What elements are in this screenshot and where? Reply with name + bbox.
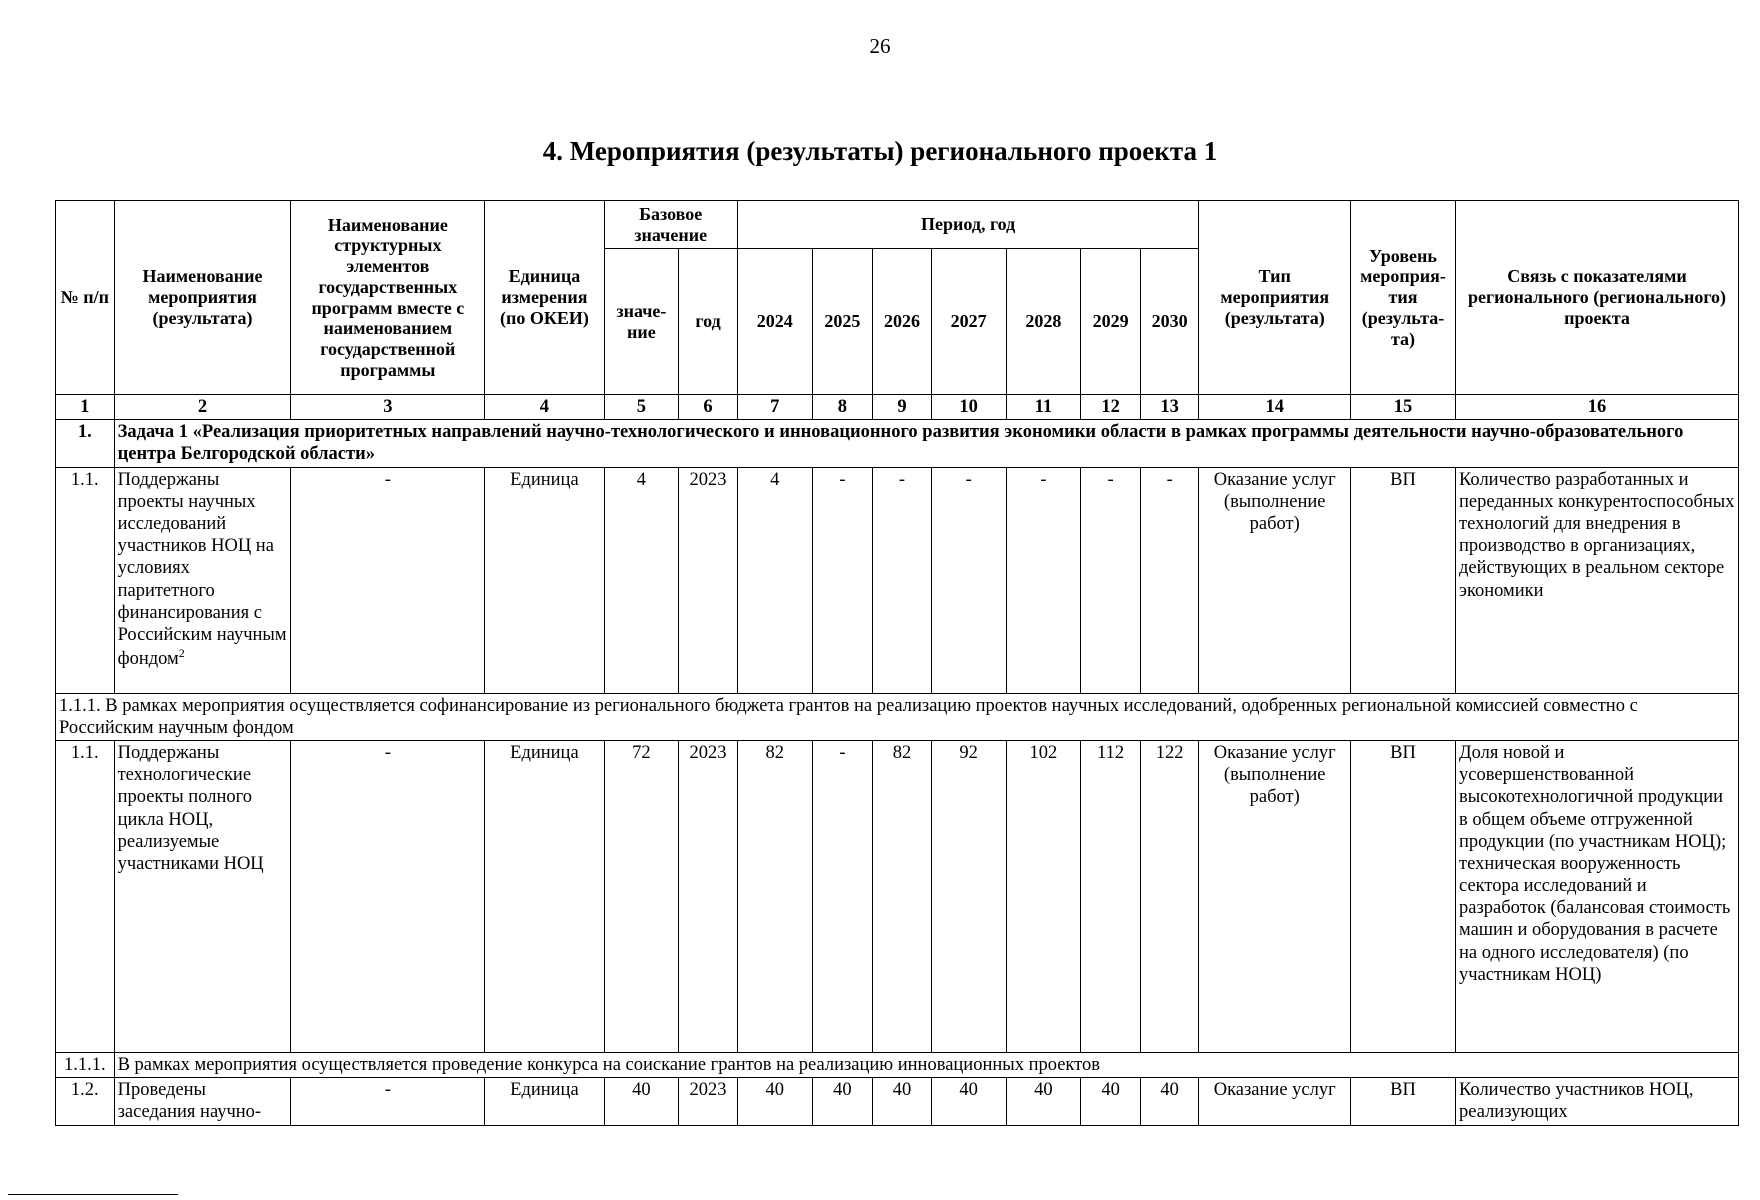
column-number: 6 — [679, 395, 738, 420]
row-year-value: - — [873, 467, 932, 693]
row-struct: - — [291, 1078, 485, 1125]
row-year-value: 92 — [931, 740, 1006, 1052]
row-unit: Единица — [485, 1078, 604, 1125]
column-number: 10 — [931, 395, 1006, 420]
header-type: Тип мероприятия (результата) — [1199, 201, 1351, 395]
header-name: Наименование мероприятия (результата) — [114, 201, 291, 395]
column-number: 14 — [1199, 395, 1351, 420]
task-text: Задача 1 «Реализация приоритетных направлений научно-технологического и инновационного развития экономики области в рамках программы деятельности научно-образовательного центра Белгородской области» — [114, 420, 1738, 467]
row-level: ВП — [1350, 467, 1455, 693]
header-level: Уровень мероприя-тия (результа-та) — [1350, 201, 1455, 395]
row-year-value: 40 — [1140, 1078, 1199, 1125]
row-year-value: - — [1006, 467, 1081, 693]
column-number: 15 — [1350, 395, 1455, 420]
row-year-value: - — [1081, 467, 1141, 693]
row-num: 1.1. — [56, 740, 115, 1052]
row-struct: - — [291, 740, 485, 1052]
header-year: 2025 — [812, 249, 873, 395]
row-year-value: - — [812, 467, 873, 693]
row-unit: Единица — [485, 740, 604, 1052]
row-link: Количество участников НОЦ, реализующих — [1456, 1078, 1739, 1125]
row-year-value: 102 — [1006, 740, 1081, 1052]
row-note-num: 1.1.1. — [56, 1052, 115, 1077]
column-number: 8 — [812, 395, 873, 420]
row-num: 1.2. — [56, 1078, 115, 1125]
column-number: 4 — [485, 395, 604, 420]
header-year: 2028 — [1006, 249, 1081, 395]
row-type: Оказание услуг — [1199, 1078, 1351, 1125]
row-unit: Единица — [485, 467, 604, 693]
row-struct: - — [291, 467, 485, 693]
header-row-1 — [56, 201, 1739, 249]
row-name-text: Поддержаны проекты научных исследований участников НОЦ на условиях паритетного финансирования с Российским научным фондом — [117, 469, 287, 670]
note-row — [56, 693, 1739, 740]
row-year-value: - — [1140, 467, 1199, 693]
row-year-value: 82 — [873, 740, 932, 1052]
row-year-value: 40 — [873, 1078, 932, 1125]
row-year-value: 40 — [1081, 1078, 1141, 1125]
header-base-year: год — [679, 249, 738, 395]
row-year-value: 112 — [1081, 740, 1141, 1052]
row-year-value: - — [812, 740, 873, 1052]
row-base-value: 4 — [604, 467, 679, 693]
page-number: 26 — [869, 34, 891, 58]
header-base-value: значе-ние — [604, 249, 679, 395]
row-link: Количество разработанных и переданных конкурентоспособных технологий для внедрения в производство в организациях, действующих в реальном секторе экономики — [1456, 467, 1739, 693]
table-row — [56, 740, 1739, 1052]
row-num: 1.1. — [56, 467, 115, 693]
row-name: Проведены заседания научно- — [114, 1078, 291, 1125]
row-link: Доля новой и усовершенствованной высокотехнологичной продукции в общем объеме отгруженной продукции (по участникам НОЦ); техническая вооруженность сектора исследований и разработок (балансовая стоимость машин и оборудования в расчете на одного исследователя) (по участникам НОЦ) — [1456, 740, 1739, 1052]
column-number: 16 — [1456, 395, 1739, 420]
header-link: Связь с показателями регионального (регионального) проекта — [1456, 201, 1739, 395]
row-base-year: 2023 — [679, 1078, 738, 1125]
row-year-value: 40 — [1006, 1078, 1081, 1125]
table-row — [56, 467, 1739, 693]
column-number: 7 — [737, 395, 812, 420]
events-table — [55, 200, 1739, 1126]
row-year-value: 122 — [1140, 740, 1199, 1052]
row-note: 1.1.1. В рамках мероприятия осуществляется софинансирование из регионального бюджета грантов на реализацию проектов научных исследований, одобренных региональной комиссией совместно с Российским научным фондом — [56, 693, 1739, 740]
header-unit: Единица измерения (по ОКЕИ) — [485, 201, 604, 395]
row-year-value: 40 — [737, 1078, 812, 1125]
header-base: Базовое значение — [604, 201, 737, 249]
row-base-year: 2023 — [679, 467, 738, 693]
column-number: 2 — [114, 395, 291, 420]
row-note: В рамках мероприятия осуществляется проведение конкурса на соискание грантов на реализацию инновационных проектов — [114, 1052, 1738, 1077]
column-number: 5 — [604, 395, 679, 420]
note-row — [56, 1052, 1739, 1077]
column-number: 1 — [56, 395, 115, 420]
column-number: 11 — [1006, 395, 1081, 420]
row-base-year: 2023 — [679, 740, 738, 1052]
row-year-value: 40 — [812, 1078, 873, 1125]
row-name: Поддержаны технологические проекты полного цикла НОЦ, реализуемые участниками НОЦ — [114, 740, 291, 1052]
row-base-value: 40 — [604, 1078, 679, 1125]
row-base-value: 72 — [604, 740, 679, 1052]
footnote-mark: 2 — [178, 646, 185, 661]
column-number: 12 — [1081, 395, 1141, 420]
header-period: Период, год — [737, 201, 1199, 249]
table-row — [56, 1078, 1739, 1125]
row-level: ВП — [1350, 740, 1455, 1052]
row-year-value: 82 — [737, 740, 812, 1052]
header-year: 2024 — [737, 249, 812, 395]
row-level: ВП — [1350, 1078, 1455, 1125]
header-year: 2030 — [1140, 249, 1199, 395]
row-year-value: 40 — [931, 1078, 1006, 1125]
footnote-separator — [8, 1194, 178, 1195]
header-struct: Наименование структурных элементов государственных программ вместе с наименованием государственной программы — [291, 201, 485, 395]
task-num: 1. — [56, 420, 115, 467]
column-number: 3 — [291, 395, 485, 420]
section-title: 4. Мероприятия (результаты) регионального проекта 1 — [542, 136, 1218, 166]
header-year: 2026 — [873, 249, 932, 395]
header-num: № п/п — [56, 201, 115, 395]
row-name — [114, 467, 291, 693]
header-year: 2029 — [1081, 249, 1141, 395]
column-numbers-row — [56, 395, 1739, 420]
task-row — [56, 420, 1739, 467]
row-year-value: 4 — [737, 467, 812, 693]
header-year: 2027 — [931, 249, 1006, 395]
row-year-value: - — [931, 467, 1006, 693]
column-number: 9 — [873, 395, 932, 420]
row-type: Оказание услуг (выполнение работ) — [1199, 740, 1351, 1052]
column-number: 13 — [1140, 395, 1199, 420]
row-type: Оказание услуг (выполнение работ) — [1199, 467, 1351, 693]
